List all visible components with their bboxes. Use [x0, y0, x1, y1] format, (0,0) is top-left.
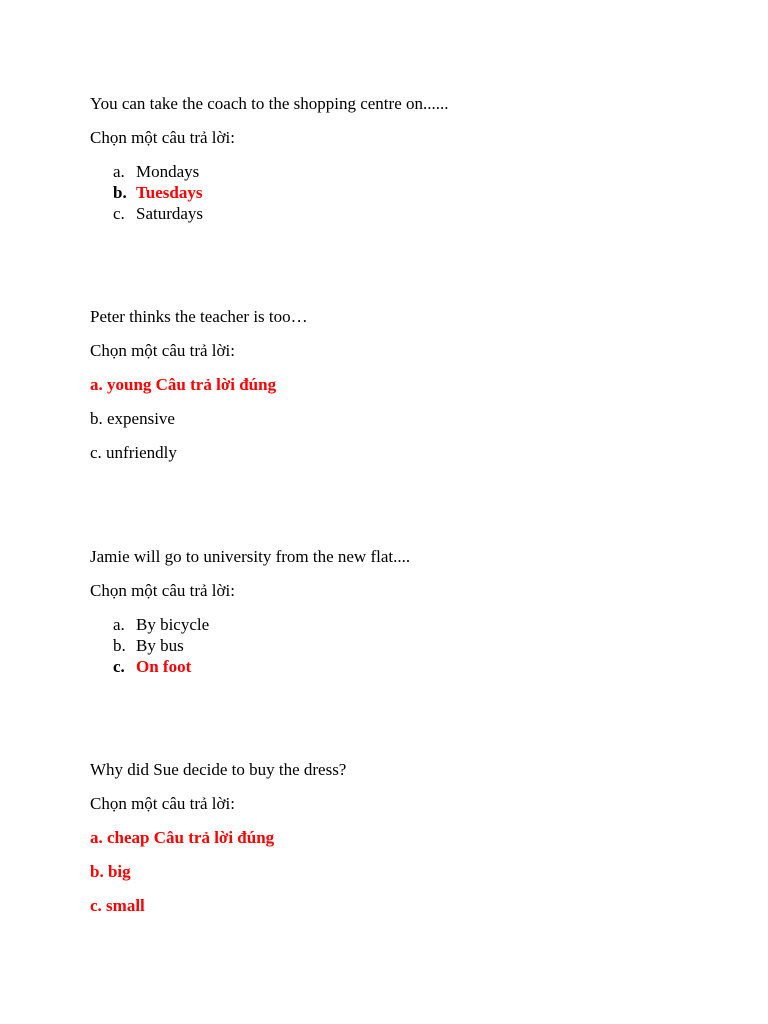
question-2-option-a[interactable]: a. young Câu trả lời đúng: [90, 375, 277, 394]
question-2-option-c[interactable]: c. unfriendly: [90, 443, 177, 462]
option-text: Mondays: [136, 162, 200, 181]
option-text: Saturdays: [136, 204, 204, 223]
option-text-selected: Tuesdays: [136, 183, 203, 202]
question-3-prompt: Jamie will go to university from the new flat....: [90, 547, 411, 566]
option-marker: a.: [113, 162, 125, 181]
option-text: By bicycle: [136, 615, 210, 634]
question-1-instruction: Chọn một câu trả lời:: [90, 128, 235, 147]
question-4-prompt: Why did Sue decide to buy the dress?: [90, 760, 347, 779]
question-4-instruction: Chọn một câu trả lời:: [90, 794, 235, 813]
question-2-instruction: Chọn một câu trả lời:: [90, 341, 235, 360]
option-marker: b.: [113, 183, 127, 202]
option-marker: b.: [113, 636, 126, 655]
question-2-prompt: Peter thinks the teacher is too…: [90, 307, 308, 326]
question-1-prompt: You can take the coach to the shopping centre on......: [90, 94, 449, 113]
question-3-instruction: Chọn một câu trả lời:: [90, 581, 235, 600]
question-2-option-b[interactable]: b. expensive: [90, 409, 175, 428]
option-marker: a.: [113, 615, 125, 634]
option-marker: c.: [113, 204, 125, 223]
question-4-option-b[interactable]: b. big: [90, 862, 131, 881]
question-4-option-c[interactable]: c. small: [90, 896, 145, 915]
question-4-option-a[interactable]: a. cheap Câu trả lời đúng: [90, 828, 275, 847]
option-marker: c.: [113, 657, 125, 676]
option-text-selected: On foot: [136, 657, 192, 676]
option-text: By bus: [136, 636, 184, 655]
